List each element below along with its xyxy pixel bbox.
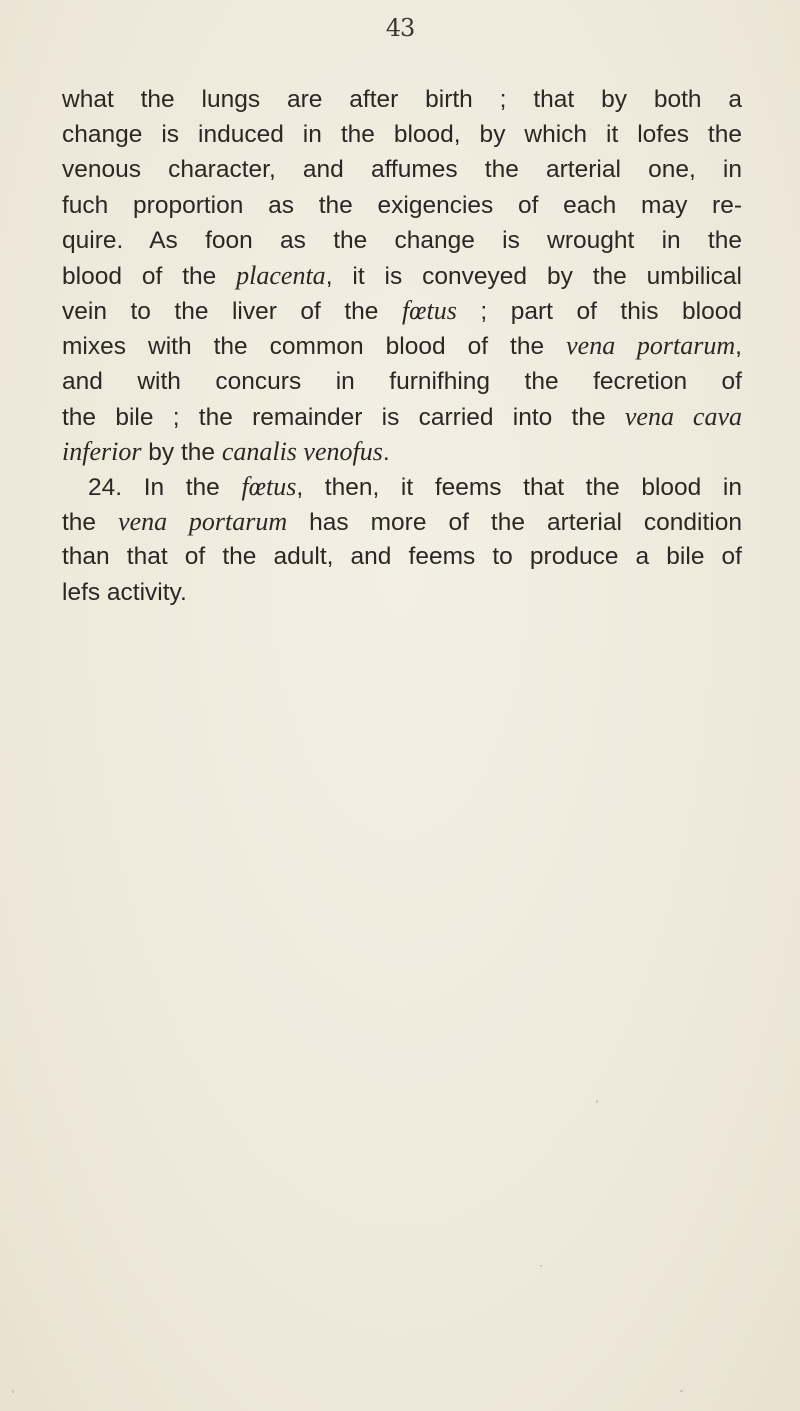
paper-speck	[540, 1265, 542, 1267]
italic-term: placenta	[236, 260, 326, 290]
text-line-2: change is induced in the blood, by which it lofes the	[62, 121, 742, 149]
italic-term: canalis venofus	[221, 436, 383, 466]
page-number: 43	[385, 14, 415, 42]
italic-term: vena cava	[624, 401, 742, 431]
text-line-1: what the lungs are after birth ; that by both a	[62, 86, 742, 113]
italic-term: fœtus	[241, 472, 297, 502]
text-line-10: the bile ; the remainder is carried into the vena cava	[62, 401, 742, 431]
italic-term: vena portarum	[566, 331, 736, 361]
text-line-6: blood of the placenta, it is conveyed by the umbilical	[62, 260, 742, 290]
text-line-12: 24. In the fœtus, then, it feems that the blood in	[88, 472, 742, 502]
text-line-15: lefs activity.	[62, 578, 187, 606]
paper-speck	[680, 1390, 683, 1392]
text-line-5: quire. As foon as the change is wrought in the	[62, 226, 742, 254]
text-line-14: than that of the adult, and feems to produce a bile of	[62, 543, 742, 571]
text-line-9: and with concurs in furnifhing the fecretion of	[62, 367, 742, 395]
text-line-7: vein to the liver of the fœtus ; part of this blood	[62, 296, 742, 326]
text-line-3: venous character, and affumes the arterial one, in	[62, 156, 742, 184]
text-line-13: the vena portarum has more of the arterial condition	[62, 507, 742, 537]
text-line-11: inferior by the canalis venofus.	[62, 436, 390, 466]
italic-term: inferior	[62, 436, 142, 466]
paper-speck	[12, 1390, 14, 1393]
italic-term: fœtus	[401, 296, 457, 326]
body-text	[62, 82, 742, 610]
text-line-4: fuch proportion as the exigencies of each may re-	[62, 191, 742, 219]
paper-speck	[596, 1100, 598, 1103]
text-line-8: mixes with the common blood of the vena portarum,	[62, 331, 742, 361]
italic-term: vena portarum	[118, 507, 288, 537]
